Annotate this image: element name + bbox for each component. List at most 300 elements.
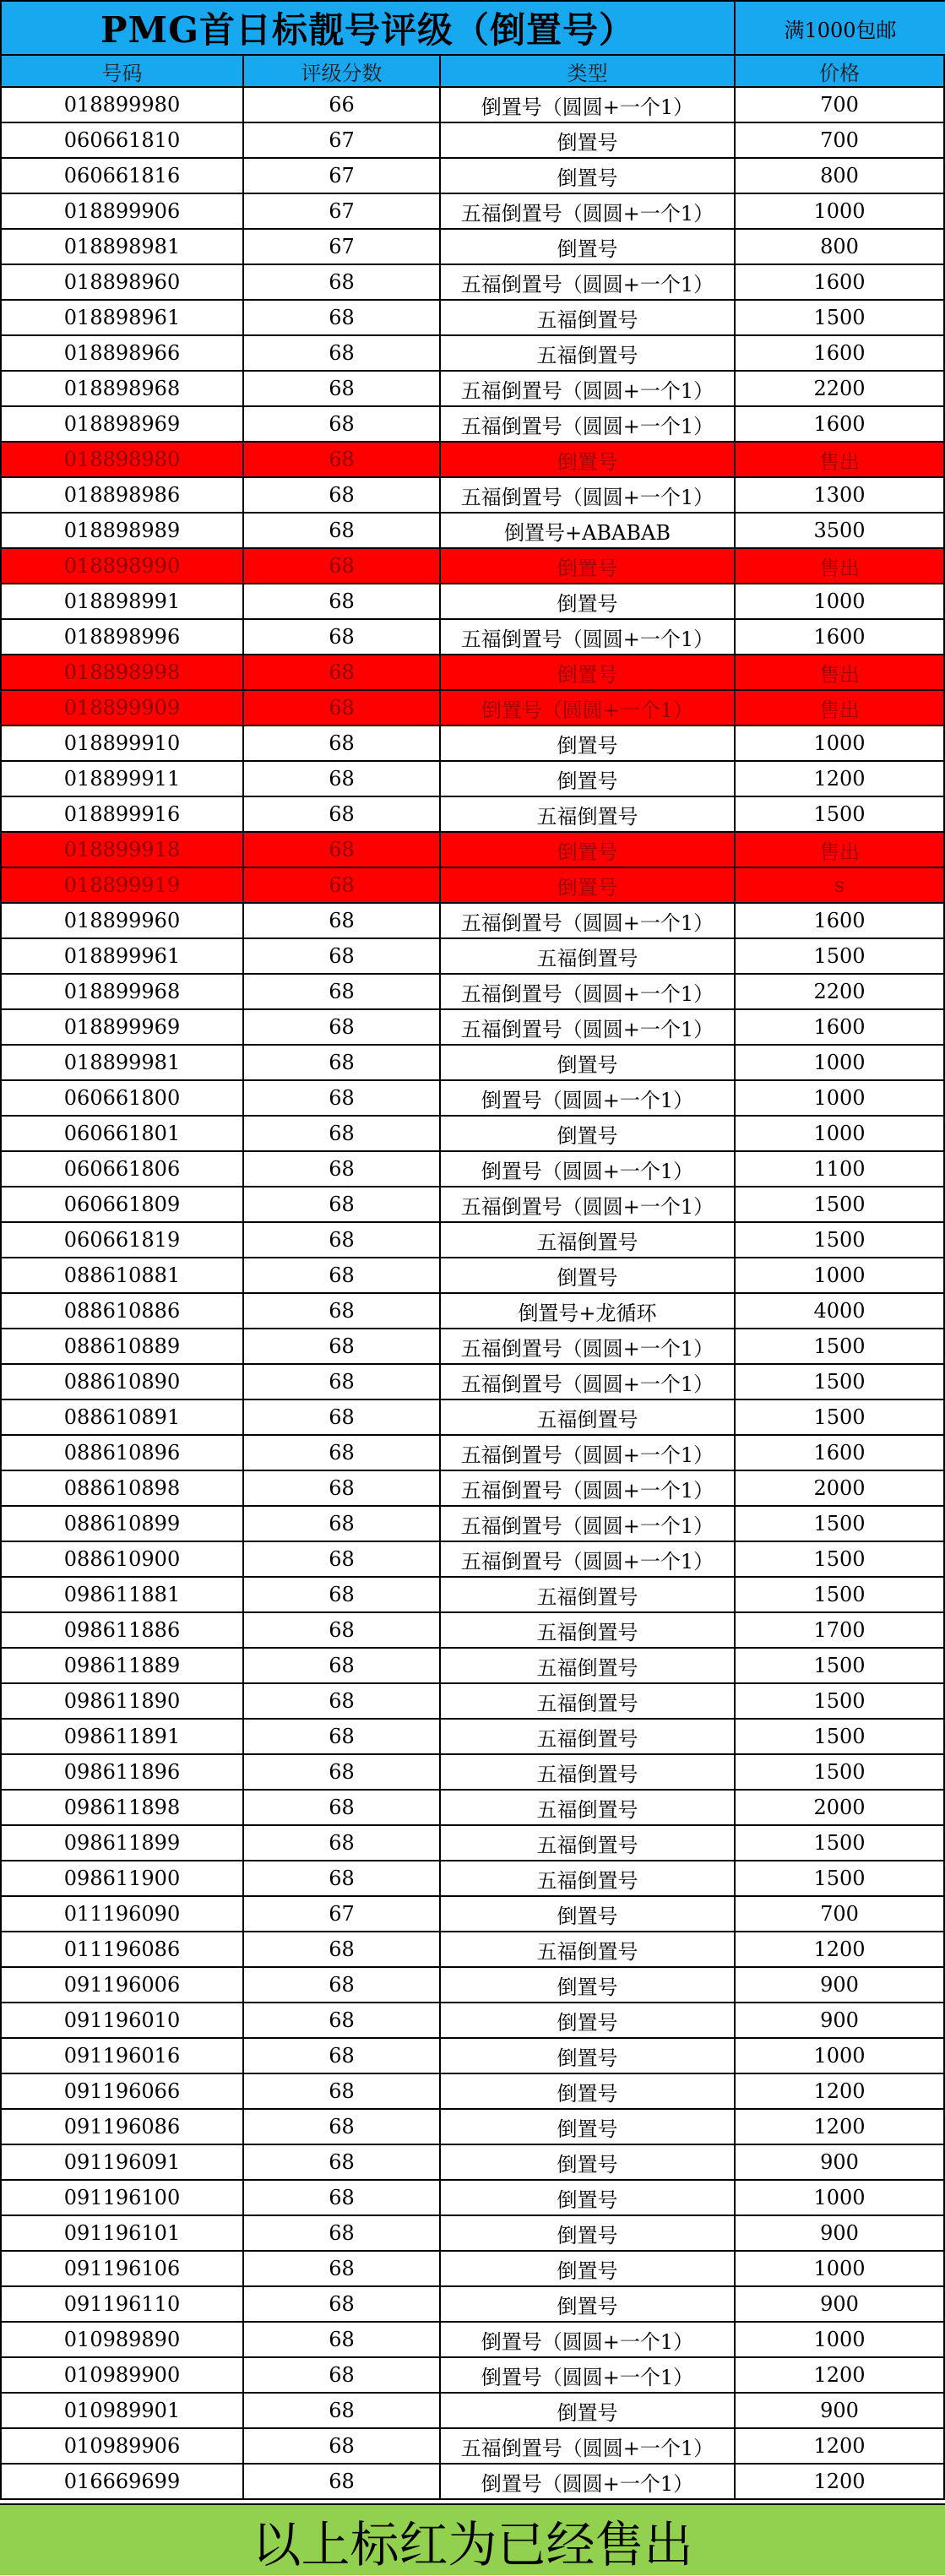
table-row	[2, 2216, 945, 2252]
cell-number: 018899919	[2, 868, 244, 902]
cell-score: 68	[244, 1223, 441, 1257]
cell-price: 1500	[736, 301, 945, 334]
cell-number: 018898981	[2, 230, 244, 264]
cell-price: 1500	[736, 1684, 945, 1718]
table-row	[2, 1046, 945, 1081]
cell-type: 五福倒置号（圆圆+一个1）	[441, 407, 736, 441]
table-row	[2, 336, 945, 372]
cell-price: 1500	[736, 1365, 945, 1399]
cell-price: 1000	[736, 1046, 945, 1079]
cell-type: 五福倒置号	[441, 1720, 736, 1753]
cell-type: 五福倒置号（圆圆+一个1）	[441, 620, 736, 654]
cell-number: 098611881	[2, 1578, 244, 1611]
cell-price: 1500	[736, 1400, 945, 1434]
cell-type: 五福倒置号	[441, 1826, 736, 1860]
table-row	[2, 2039, 945, 2074]
cell-score: 68	[244, 1117, 441, 1150]
page-title: PMG首日标靓号评级（倒置号）	[2, 2, 736, 54]
cell-score: 68	[244, 1613, 441, 1647]
cell-type: 倒置号	[441, 2110, 736, 2144]
cell-score: 68	[244, 265, 441, 299]
table-row	[2, 1968, 945, 2003]
table-row	[2, 1294, 945, 1329]
cell-number: 018898998	[2, 655, 244, 689]
cell-type: 五福倒置号	[441, 797, 736, 831]
cell-type: 倒置号（圆圆+一个1）	[441, 88, 736, 122]
cell-type: 五福倒置号	[441, 1613, 736, 1647]
cell-price: 1200	[736, 762, 945, 796]
table-row	[2, 1897, 945, 1932]
cell-score: 68	[244, 726, 441, 760]
cell-price: 900	[736, 2287, 945, 2321]
cell-score: 68	[244, 1187, 441, 1221]
cell-score: 68	[244, 443, 441, 476]
cell-price: 1000	[736, 2323, 945, 2356]
cell-price: 1000	[736, 1117, 945, 1150]
table-row	[2, 2074, 945, 2110]
cell-number: 018899918	[2, 833, 244, 867]
cell-number: 011196086	[2, 1932, 244, 1966]
table-row	[2, 2323, 945, 2358]
cell-price: 700	[736, 1897, 945, 1931]
table-row	[2, 372, 945, 407]
cell-price: 1200	[736, 2358, 945, 2392]
cell-number: 098611898	[2, 1791, 244, 1824]
cell-type: 倒置号（圆圆+一个1）	[441, 1152, 736, 1186]
table-row	[2, 975, 945, 1010]
cell-type: 倒置号+ABABAB	[441, 514, 736, 547]
cell-number: 088610886	[2, 1294, 244, 1328]
cell-price: 1000	[736, 2252, 945, 2285]
cell-price: 1600	[736, 1010, 945, 1044]
cell-score: 68	[244, 1649, 441, 1682]
cell-score: 68	[244, 514, 441, 547]
table-row	[2, 478, 945, 514]
cell-number: 060661800	[2, 1081, 244, 1115]
cell-score: 68	[244, 1046, 441, 1079]
cell-price: 1200	[736, 2465, 945, 2498]
cell-type: 五福倒置号（圆圆+一个1）	[441, 372, 736, 405]
cell-type: 倒置号	[441, 833, 736, 867]
cell-type: 五福倒置号	[441, 1755, 736, 1789]
cell-number: 088610896	[2, 1436, 244, 1470]
cell-score: 68	[244, 2465, 441, 2498]
table-row	[2, 1720, 945, 1755]
cell-score: 68	[244, 1684, 441, 1718]
table-row	[2, 88, 945, 123]
table-row	[2, 1258, 945, 1294]
cell-number: 060661809	[2, 1187, 244, 1221]
table-row	[2, 1684, 945, 1720]
cell-type: 倒置号	[441, 762, 736, 796]
cell-score: 68	[244, 2003, 441, 2037]
table-row	[2, 1613, 945, 1649]
cell-score: 68	[244, 868, 441, 902]
cell-type: 五福倒置号	[441, 1791, 736, 1824]
cell-price: 1500	[736, 1755, 945, 1789]
cell-score: 68	[244, 2394, 441, 2427]
table-row	[2, 301, 945, 336]
cell-number: 091196110	[2, 2287, 244, 2321]
table-row	[2, 2145, 945, 2181]
cell-type: 倒置号（圆圆+一个1）	[441, 2323, 736, 2356]
cell-price: 1600	[736, 407, 945, 441]
cell-number: 098611900	[2, 1861, 244, 1895]
cell-score: 67	[244, 159, 441, 193]
table-row	[2, 1400, 945, 1436]
cell-number: 088610891	[2, 1400, 244, 1434]
cell-type: 五福倒置号	[441, 1223, 736, 1257]
table-row	[2, 2181, 945, 2216]
cell-score: 68	[244, 762, 441, 796]
cell-price: 1600	[736, 336, 945, 370]
cell-number: 091196101	[2, 2216, 244, 2250]
cell-score: 68	[244, 2216, 441, 2250]
cell-price: 1000	[736, 194, 945, 228]
cell-score: 68	[244, 1542, 441, 1576]
cell-price: 1600	[736, 904, 945, 937]
cell-score: 68	[244, 301, 441, 334]
cell-price: s	[736, 868, 945, 902]
table-row	[2, 762, 945, 797]
cell-number: 060661806	[2, 1152, 244, 1186]
cell-score: 66	[244, 88, 441, 122]
cell-type: 五福倒置号（圆圆+一个1）	[441, 975, 736, 1008]
table-row-sold	[2, 443, 945, 478]
shipping-note: 满1000包邮	[784, 18, 897, 42]
table-row	[2, 1436, 945, 1471]
cell-number: 010989901	[2, 2394, 244, 2427]
cell-type: 五福倒置号（圆圆+一个1）	[441, 1471, 736, 1505]
cell-type: 倒置号	[441, 2287, 736, 2321]
cell-type: 倒置号	[441, 584, 736, 618]
cell-number: 098611889	[2, 1649, 244, 1682]
table-row	[2, 2429, 945, 2465]
table-row-sold	[2, 868, 945, 904]
cell-type: 五福倒置号	[441, 336, 736, 370]
cell-score: 68	[244, 1294, 441, 1328]
header-score: 评级分数	[244, 56, 441, 86]
cell-type: 倒置号	[441, 549, 736, 583]
cell-price: 1600	[736, 620, 945, 654]
cell-score: 68	[244, 1755, 441, 1789]
table-row	[2, 1649, 945, 1684]
cell-type: 五福倒置号（圆圆+一个1）	[441, 478, 736, 512]
table-row	[2, 2394, 945, 2429]
cell-number: 060661810	[2, 123, 244, 157]
cell-number: 018898969	[2, 407, 244, 441]
cell-score: 68	[244, 1471, 441, 1505]
cell-score: 68	[244, 407, 441, 441]
cell-number: 018899910	[2, 726, 244, 760]
table-row	[2, 1223, 945, 1258]
table-row	[2, 1826, 945, 1861]
cell-number: 016669699	[2, 2465, 244, 2498]
table-row	[2, 1081, 945, 1117]
cell-number: 018898996	[2, 620, 244, 654]
cell-price: 售出	[736, 655, 945, 689]
cell-number: 018899980	[2, 88, 244, 122]
table-row	[2, 1932, 945, 1968]
table-row	[2, 620, 945, 655]
cell-type: 倒置号	[441, 1117, 736, 1150]
cell-type: 五福倒置号	[441, 1684, 736, 1718]
cell-type: 五福倒置号	[441, 301, 736, 334]
cell-number: 018898980	[2, 443, 244, 476]
cell-score: 68	[244, 1400, 441, 1434]
table-row	[2, 2465, 945, 2500]
cell-score: 68	[244, 2181, 441, 2215]
cell-type: 五福倒置号（圆圆+一个1）	[441, 1329, 736, 1363]
cell-score: 68	[244, 620, 441, 654]
table-row	[2, 123, 945, 159]
table-row	[2, 2287, 945, 2323]
cell-price: 1700	[736, 1613, 945, 1647]
cell-number: 091196106	[2, 2252, 244, 2285]
cell-price: 1500	[736, 1826, 945, 1860]
cell-type: 五福倒置号	[441, 1649, 736, 1682]
cell-type: 倒置号+龙循环	[441, 1294, 736, 1328]
cell-number: 018899916	[2, 797, 244, 831]
cell-price: 1500	[736, 797, 945, 831]
table-row	[2, 584, 945, 620]
cell-number: 018899906	[2, 194, 244, 228]
cell-type: 五福倒置号	[441, 1861, 736, 1895]
cell-price: 售出	[736, 443, 945, 476]
table-row	[2, 159, 945, 194]
cell-score: 68	[244, 2110, 441, 2144]
cell-score: 68	[244, 1081, 441, 1115]
cell-number: 010989890	[2, 2323, 244, 2356]
table-row	[2, 939, 945, 975]
table-row	[2, 1187, 945, 1223]
cell-type: 倒置号	[441, 2394, 736, 2427]
cell-score: 68	[244, 1258, 441, 1292]
cell-score: 68	[244, 1365, 441, 1399]
cell-number: 018899960	[2, 904, 244, 937]
cell-score: 68	[244, 584, 441, 618]
cell-price: 1000	[736, 1258, 945, 1292]
header-type: 类型	[441, 56, 736, 86]
cell-score: 68	[244, 1968, 441, 2002]
cell-score: 68	[244, 1826, 441, 1860]
cell-score: 68	[244, 1436, 441, 1470]
cell-number: 018899911	[2, 762, 244, 796]
cell-price: 1500	[736, 1720, 945, 1753]
cell-type: 倒置号	[441, 443, 736, 476]
cell-type: 五福倒置号	[441, 1932, 736, 1966]
cell-score: 68	[244, 655, 441, 689]
cell-type: 五福倒置号	[441, 1578, 736, 1611]
cell-type: 五福倒置号（圆圆+一个1）	[441, 2429, 736, 2463]
cell-score: 68	[244, 1507, 441, 1541]
cell-number: 091196016	[2, 2039, 244, 2073]
cell-price: 900	[736, 2394, 945, 2427]
cell-score: 68	[244, 1578, 441, 1611]
cell-score: 68	[244, 2145, 441, 2179]
cell-type: 倒置号	[441, 123, 736, 157]
cell-price: 1100	[736, 1152, 945, 1186]
table-row	[2, 2110, 945, 2145]
cell-type: 倒置号	[441, 2039, 736, 2073]
cell-price: 1500	[736, 1578, 945, 1611]
table-body	[2, 88, 945, 2500]
cell-number: 018899969	[2, 1010, 244, 1044]
cell-number: 098611886	[2, 1613, 244, 1647]
cell-score: 68	[244, 1010, 441, 1044]
table-row	[2, 726, 945, 762]
cell-score: 68	[244, 691, 441, 725]
table-row	[2, 1365, 945, 1400]
cell-type: 倒置号	[441, 1046, 736, 1079]
table-row	[2, 904, 945, 939]
cell-type: 倒置号（圆圆+一个1）	[441, 2465, 736, 2498]
cell-price: 1200	[736, 2110, 945, 2144]
cell-price: 3500	[736, 514, 945, 547]
cell-price: 1600	[736, 1436, 945, 1470]
cell-price: 1500	[736, 1507, 945, 1541]
cell-price: 1500	[736, 939, 945, 973]
table-row	[2, 2003, 945, 2039]
cell-type: 五福倒置号（圆圆+一个1）	[441, 904, 736, 937]
cell-score: 68	[244, 797, 441, 831]
cell-type: 倒置号	[441, 230, 736, 264]
cell-score: 68	[244, 336, 441, 370]
cell-type: 五福倒置号	[441, 939, 736, 973]
cell-type: 倒置号	[441, 2003, 736, 2037]
cell-price: 1000	[736, 584, 945, 618]
cell-type: 五福倒置号（圆圆+一个1）	[441, 1507, 736, 1541]
table-row	[2, 1578, 945, 1613]
cell-number: 018899909	[2, 691, 244, 725]
table-row	[2, 230, 945, 265]
cell-score: 68	[244, 2429, 441, 2463]
sold-note-footer: 以上标红为已经售出	[0, 2503, 945, 2575]
cell-type: 倒置号（圆圆+一个1）	[441, 691, 736, 725]
cell-number: 018899961	[2, 939, 244, 973]
cell-score: 68	[244, 1861, 441, 1895]
cell-price: 1000	[736, 1081, 945, 1115]
cell-score: 68	[244, 2358, 441, 2392]
table-row	[2, 1471, 945, 1507]
cell-score: 67	[244, 123, 441, 157]
cell-type: 倒置号	[441, 1258, 736, 1292]
title-row	[2, 0, 945, 56]
cell-type: 五福倒置号（圆圆+一个1）	[441, 1010, 736, 1044]
cell-score: 68	[244, 975, 441, 1008]
cell-score: 68	[244, 1720, 441, 1753]
cell-score: 68	[244, 833, 441, 867]
cell-type: 倒置号	[441, 2252, 736, 2285]
cell-type: 倒置号（圆圆+一个1）	[441, 1081, 736, 1115]
cell-price: 1000	[736, 726, 945, 760]
cell-type: 五福倒置号（圆圆+一个1）	[441, 1542, 736, 1576]
cell-number: 091196006	[2, 1968, 244, 2002]
table-row-sold	[2, 655, 945, 691]
cell-price: 900	[736, 2216, 945, 2250]
cell-score: 67	[244, 230, 441, 264]
cell-number: 091196086	[2, 2110, 244, 2144]
table-row	[2, 514, 945, 549]
cell-score: 68	[244, 1152, 441, 1186]
cell-number: 091196066	[2, 2074, 244, 2108]
table-row	[2, 265, 945, 301]
cell-number: 088610899	[2, 1507, 244, 1541]
table-row	[2, 1791, 945, 1826]
cell-type: 五福倒置号（圆圆+一个1）	[441, 1365, 736, 1399]
cell-type: 倒置号	[441, 2181, 736, 2215]
cell-type: 倒置号	[441, 2145, 736, 2179]
cell-type: 倒置号（圆圆+一个1）	[441, 2358, 736, 2392]
cell-number: 088610890	[2, 1365, 244, 1399]
cell-type: 倒置号	[441, 1897, 736, 1931]
cell-number: 098611891	[2, 1720, 244, 1753]
cell-price: 700	[736, 88, 945, 122]
cell-price: 800	[736, 230, 945, 264]
cell-type: 五福倒置号（圆圆+一个1）	[441, 265, 736, 299]
cell-number: 091196091	[2, 2145, 244, 2179]
table-row-sold	[2, 833, 945, 868]
cell-number: 018898961	[2, 301, 244, 334]
cell-price: 1500	[736, 1223, 945, 1257]
cell-price: 1500	[736, 1542, 945, 1576]
cell-price: 800	[736, 159, 945, 193]
cell-number: 088610881	[2, 1258, 244, 1292]
table-row	[2, 194, 945, 230]
cell-number: 011196090	[2, 1897, 244, 1931]
cell-number: 018898986	[2, 478, 244, 512]
cell-price: 1600	[736, 265, 945, 299]
cell-number: 088610898	[2, 1471, 244, 1505]
cell-number: 010989900	[2, 2358, 244, 2392]
cell-price: 1000	[736, 2039, 945, 2073]
cell-type: 五福倒置号（圆圆+一个1）	[441, 1187, 736, 1221]
cell-score: 68	[244, 1932, 441, 1966]
table-header	[2, 56, 945, 88]
cell-price: 900	[736, 1968, 945, 2002]
table-row	[2, 1010, 945, 1046]
table-row	[2, 1755, 945, 1791]
cell-type: 五福倒置号	[441, 1400, 736, 1434]
table-row	[2, 1507, 945, 1542]
cell-price: 1200	[736, 2074, 945, 2108]
cell-price: 2200	[736, 975, 945, 1008]
cell-price: 2000	[736, 1471, 945, 1505]
table-row-sold	[2, 691, 945, 726]
table-row	[2, 1542, 945, 1578]
cell-price: 1500	[736, 1329, 945, 1363]
table-row	[2, 1861, 945, 1897]
table-row	[2, 2252, 945, 2287]
table-row	[2, 1152, 945, 1187]
cell-number: 018898990	[2, 549, 244, 583]
cell-number: 098611899	[2, 1826, 244, 1860]
cell-score: 68	[244, 2323, 441, 2356]
cell-price: 4000	[736, 1294, 945, 1328]
cell-price: 售出	[736, 549, 945, 583]
cell-price: 1500	[736, 1861, 945, 1895]
cell-number: 018898966	[2, 336, 244, 370]
cell-number: 098611890	[2, 1684, 244, 1718]
cell-type: 倒置号	[441, 655, 736, 689]
cell-type: 倒置号	[441, 159, 736, 193]
table-row	[2, 1329, 945, 1365]
cell-price: 2000	[736, 1791, 945, 1824]
cell-price: 2200	[736, 372, 945, 405]
cell-score: 68	[244, 549, 441, 583]
header-number: 号码	[2, 56, 244, 86]
cell-type: 五福倒置号（圆圆+一个1）	[441, 1436, 736, 1470]
